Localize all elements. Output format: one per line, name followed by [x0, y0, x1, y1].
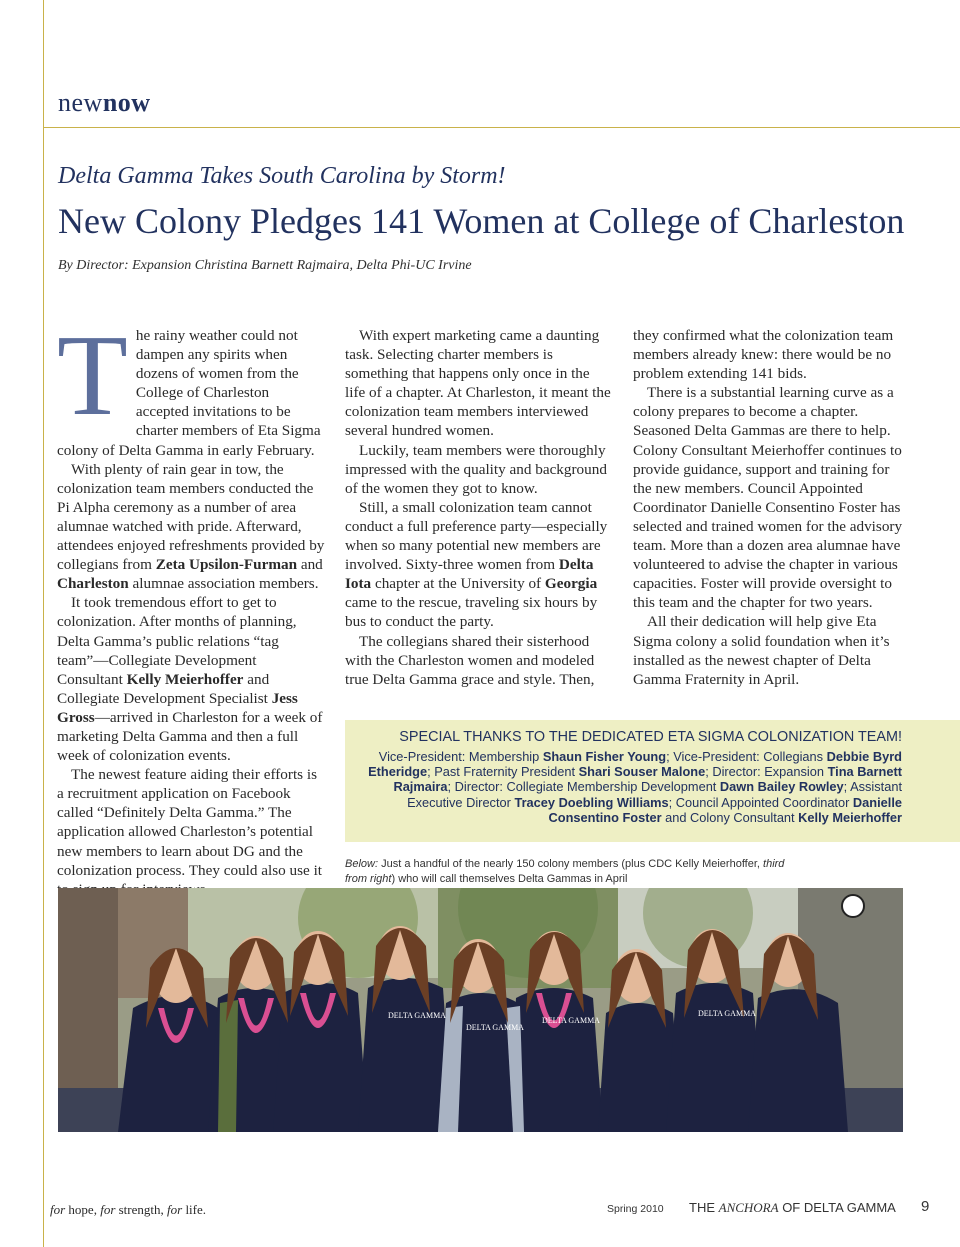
- drop-cap: T: [57, 312, 128, 440]
- paragraph: The rainy weather could not dampen any spirits when dozens of women from the College of Charleston accepted invitations to be charter members of Eta Sigma colony of Delta Gamma in early February.: [57, 312, 321, 459]
- kicker: Delta Gamma Takes South Carolina by Storm!: [58, 163, 506, 189]
- left-margin-rule: [43, 0, 44, 1247]
- section-label: newnow: [58, 88, 151, 117]
- footer-magazine-title: THE ANCHORA OF DELTA GAMMA: [689, 1200, 896, 1215]
- paragraph: All their dedication will help give Eta Sigma colony a solid foundation when it’s installed as the newest chapter of Delta Gamma Fraternity in April.: [633, 613, 890, 688]
- byline: By Director: Expansion Christina Barnett Rajmaira, Delta Phi-UC Irvine: [58, 258, 472, 273]
- paragraph: It took tremendous effort to get to colonization. After months of planning, Delta Gamma’s public relations “tag team”—Collegiate Development Consultant Kelly Meierhoffer and Collegiate Development Specialist Jess Gross—arrived in Charleston for a week of marketing Delta Gamma and then a full week of colonization events.: [57, 594, 323, 765]
- footer-issue-date: Spring 2010: [607, 1203, 664, 1215]
- thanks-title: SPECIAL THANKS TO THE DEDICATED ETA SIGMA COLONIZATION TEAM!: [399, 729, 902, 745]
- article-column-3: [633, 326, 903, 689]
- svg-text:DELTA GAMMA: DELTA GAMMA: [388, 1011, 446, 1020]
- paragraph: Still, a small colonization team cannot conduct a full preference party—especially when so many potential new members are involved. Sixty-three women from Delta Iota chapter at the University of Georgia came to the rescue, traveling six hours by bus to conduct the party.: [345, 498, 608, 631]
- article-column-2: [345, 326, 613, 689]
- paragraph: There is a substantial learning curve as a colony prepares to become a chapter. Seasoned Delta Gammas are there to help. Colony Consultant Meierhoffer continues to provide guidance, support and training for the new members. Council Appointed Coordinator Danielle Consentino Foster has selected and trained women for the advisory team. More than a dozen area alumnae have volunteered to advise the chapter in various capacities. Foster will provide oversight to this team and the chapter for two years.: [633, 384, 903, 612]
- paragraph: they confirmed what the colonization team members already knew: there would be no problem extending 141 bids.: [633, 327, 894, 383]
- group-photo: [58, 888, 903, 1132]
- svg-text:DELTA GAMMA: DELTA GAMMA: [698, 1009, 756, 1018]
- paragraph: With expert marketing came a daunting task. Selecting charter members is something that happens only once in the life of a chapter. At Charleston, it meant the colonization team members interviewed several hundred women.: [345, 327, 611, 440]
- page-number: 9: [921, 1198, 930, 1215]
- paragraph: Luckily, team members were thoroughly impressed with the quality and background of the women they got to know.: [345, 441, 607, 497]
- thanks-box: [345, 720, 960, 842]
- svg-text:DELTA GAMMA: DELTA GAMMA: [466, 1023, 524, 1032]
- article-column-1: [57, 312, 325, 899]
- header-rule: [43, 127, 960, 128]
- paragraph: The collegians shared their sisterhood with the Charleston women and modeled true Delta Gamma grace and style. Then,: [345, 632, 595, 688]
- headline: New Colony Pledges 141 Women at College of Charleston: [58, 201, 905, 241]
- svg-text:DELTA GAMMA: DELTA GAMMA: [542, 1016, 600, 1025]
- paragraph: The newest feature aiding their efforts is a recruitment application on Facebook called “Definitely Delta Gamma.” The application allowed Charleston’s potential new members to learn about DG and the colonization process. They could also use it: [57, 766, 323, 879]
- paragraph: With plenty of rain gear in tow, the colonization team members conducted the Pi Alpha ceremony as a number of area alumnae watched with pride. Afterward, attendees enjoyed refreshments provided by collegians from Zeta Upsilon-Furman and Charleston alumnae association members.: [57, 460, 325, 593]
- footer-tagline: for hope, for strength, for life.: [50, 1202, 207, 1217]
- thanks-body: Vice-President: Membership Shaun Fisher Young; Vice-President: Collegians Debbie Byrd Etheridge; Past Fraternity President Shari Souser Malone; Director: Expansion Tina Barnett Rajmaira; Director: Collegiate Membership Development Dawn Bailey Rowley; Assistant Executive Director Tracey Doebling Williams; Council Appointed Coordinator Danielle Consentino Foster and Colony Consultant Kelly Meierhoffer: [368, 749, 902, 825]
- photo-caption: Below: Just a handful of the nearly 150 colony members (plus CDC Kelly Meierhoffer, third from right) who will call themselves Delta Gammas in April: [345, 858, 785, 885]
